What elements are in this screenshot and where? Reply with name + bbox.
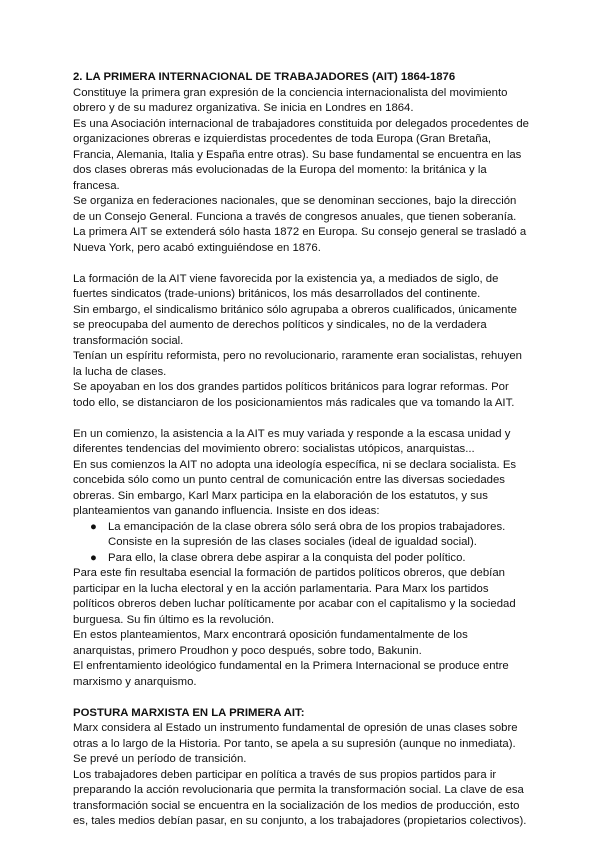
bullet-icon: ● xyxy=(90,520,97,533)
list-item-text: La emancipación de la clase obrera sólo será obra de los propios trabajadores. Consiste en la supresión de las clases sociales (ideal de igualdad social). xyxy=(108,520,506,548)
paragraph: En estos planteamientos, Marx encontrará oposición fundamentalmente de los anarquistas, primero Proudhon y poco después, sobre todo, Bakunin. xyxy=(73,629,468,657)
paragraph: Se organiza en federaciones nacionales, que se denominan secciones, bajo la dirección de un Consejo General. Funciona a través de congresos anuales, que tienen soberanía. xyxy=(73,195,517,223)
list-item xyxy=(73,520,531,551)
paragraph: En sus comienzos la AIT no adopta una ideología específica, ni se declara socialista. Es concebida sólo como un punto central de comunicación entre las diversas sociedades obreras. Sin embargo, Karl Marx participa en la elaboración de los estatutos, y sus planteamientos van ganando influencia. Insiste en dos ideas: xyxy=(73,458,517,517)
list-item-text: Para ello, la clase obrera debe aspirar a la conquista del poder político. xyxy=(108,551,466,564)
paragraph: La primera AIT se extenderá sólo hasta 1872 en Europa. Su consejo general se trasladó a Nueva York, pero acabó extinguiéndose en 1876. xyxy=(73,226,527,254)
paragraph-spacer xyxy=(73,256,531,272)
list-item xyxy=(73,551,531,567)
paragraph: La formación de la AIT viene favorecida por la existencia ya, a mediados de siglo, de fuertes sindicatos (trade-unions) británicos, los más desarrollados del continente. xyxy=(73,272,499,300)
bullet-icon: ● xyxy=(90,551,97,564)
paragraph-spacer xyxy=(73,411,531,427)
paragraph: Marx considera al Estado un instrumento fundamental de opresión de unas clases sobre otras a lo largo de la Historia. Por tanto, se apela a su supresión (aunque no inmediata). Se prevé un período de transición. xyxy=(73,722,518,765)
paragraph: Sin embargo, el sindicalismo británico sólo agrupaba a obreros cualificados, únicamente se preocupaba del aumento de derechos políticos y sindicales, no de la verdadera transformación social. xyxy=(73,303,517,347)
paragraph: Es una Asociación internacional de trabajadores constituida por delegados procedentes de organizaciones obreras e izquierdistas procedentes de toda Europa (Gran Bretaña, Francia, Alemania, Italia y España entre otras). Su base fundamental se encuentra en las dos clases obreras más evolucionadas de la Europa del momento: la británica y la francesa. xyxy=(73,117,529,192)
paragraph: Los trabajadores deben participar en política a través de sus propios partidos para ir preparando la acción revolucionaria que permita la transformación social. La clave de esa transformación social se encuentra en la socialización de los medios de producción, esto es, tales medios debían pasar, en su conjunto, a los trabajadores (propietarios colectivos). xyxy=(73,768,527,827)
paragraph-spacer xyxy=(73,690,531,706)
section-heading-postura-marxista: POSTURA MARXISTA EN LA PRIMERA AIT: xyxy=(73,706,305,719)
marx-ideas-list xyxy=(73,520,531,567)
paragraph: Se apoyaban en los dos grandes partidos políticos británicos para lograr reformas. Por todo ello, se distanciaron de los posicionamientos más radicales que va tomando la AIT. xyxy=(73,381,515,409)
section-heading-primera-internacional: 2. LA PRIMERA INTERNACIONAL DE TRABAJADORES (AIT) 1864-1876 xyxy=(73,71,456,83)
paragraph: Para este fin resultaba esencial la formación de partidos políticos obreros, que debían participar en la lucha electoral y en la acción parlamentaria. Para Marx los partidos políticos obreros deben luchar políticamente por acabar con el capitalismo y la sociedad burguesa. Su fin último es la revolución. xyxy=(73,567,516,626)
paragraph: Tenían un espíritu reformista, pero no revolucionario, raramente eran socialistas, rehuyen la lucha de clases. xyxy=(73,350,522,378)
document-page xyxy=(73,70,531,830)
paragraph: El enfrentamiento ideológico fundamental en la Primera Internacional se produce entre marxismo y anarquismo. xyxy=(73,660,509,688)
paragraph: En un comienzo, la asistencia a la AIT es muy variada y responde a la escasa unidad y diferentes tendencias del movimiento obrero: socialistas utópicos, anarquistas... xyxy=(73,427,511,455)
paragraph: Constituye la primera gran expresión de la conciencia internacionalista del movimiento obrero y de su madurez organizativa. Se inicia en Londres en 1864. xyxy=(73,86,508,114)
